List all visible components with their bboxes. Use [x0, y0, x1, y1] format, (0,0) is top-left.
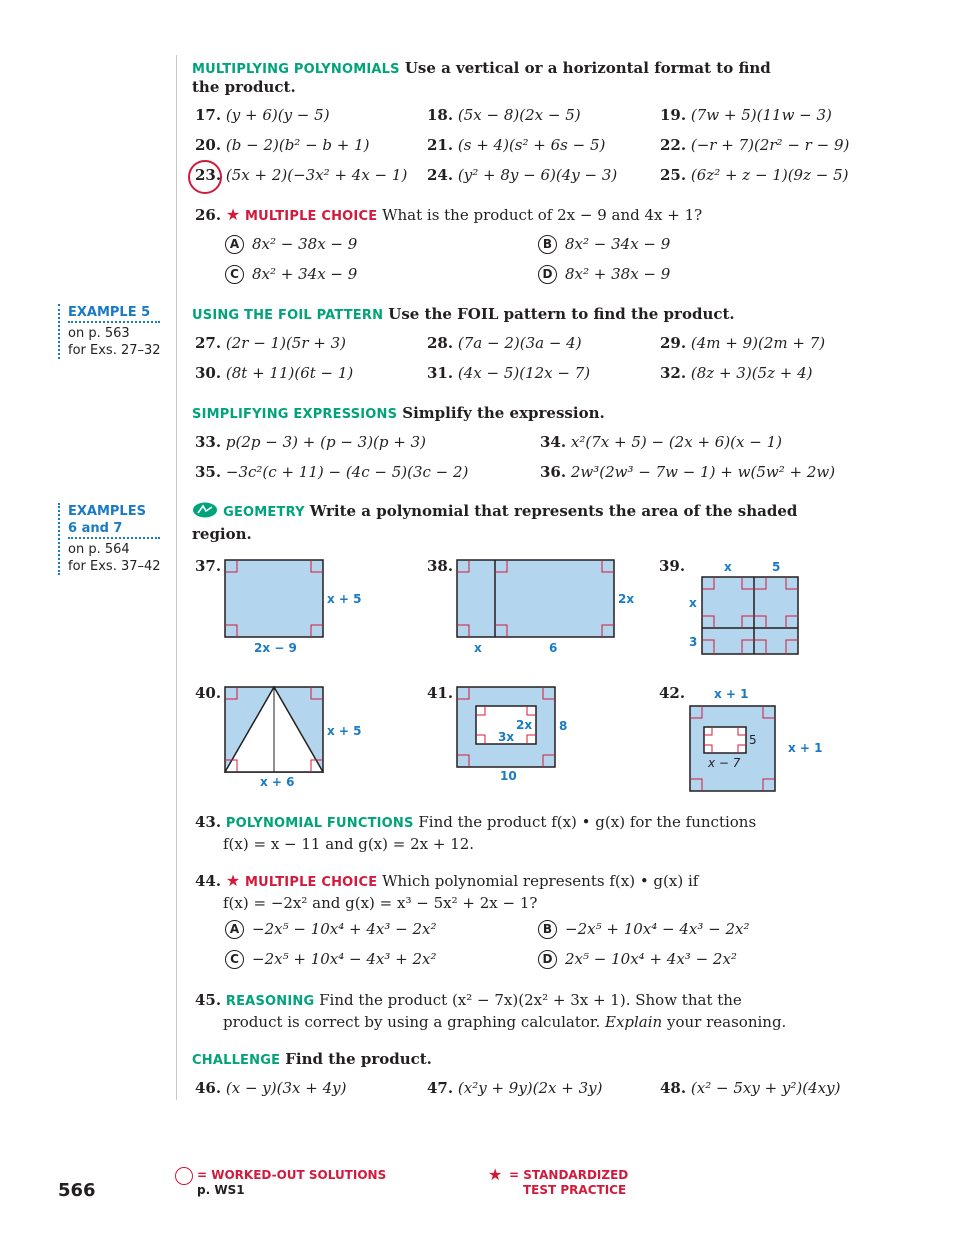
exercise-18: 18. (5x − 8)(2x − 5)	[427, 106, 581, 124]
exercise-22: 22. (−r + 7)(2r² − r − 9)	[660, 136, 850, 154]
exercise-34: 34. x²(7x + 5) − (2x + 6)(x − 1)	[540, 433, 782, 451]
figure-41	[452, 682, 582, 792]
figure-37-side-label: x + 5	[327, 592, 362, 606]
section-instruction-cont: region.	[192, 525, 252, 543]
section-heading: GEOMETRY	[223, 505, 305, 520]
exercise-44: 44. ★ MULTIPLE CHOICE Which polynomial represents f(x) • g(x) if f(x) = −2x² and g(x) = x³ − 5x² + 2x − 1?	[195, 871, 699, 912]
figure-38-bottom-label-1: x	[474, 641, 482, 655]
section-simplifying	[192, 403, 605, 422]
section-instruction: Use a vertical or a horizontal format to find	[404, 59, 771, 77]
choice-d[interactable]: D 8x² + 38x − 9	[538, 265, 670, 284]
choice-b[interactable]: B 8x² − 34x − 9	[538, 235, 670, 254]
figure-42-side-label: x + 1	[788, 741, 823, 755]
exercise-43: 43. POLYNOMIAL FUNCTIONS Find the product f(x) • g(x) for the functions f(x) = x − 11 and g(x) = 2x + 12.	[195, 813, 757, 853]
star-icon: ★	[225, 871, 241, 890]
section-instruction: Write a polynomial that represents the area of the shaded	[309, 502, 798, 520]
exercise-31: 31. (4x − 5)(12x − 7)	[427, 364, 591, 382]
example-reference-6-7: EXAMPLES 6 and 7 on p. 564 for Exs. 37–42	[58, 503, 161, 575]
section-challenge	[192, 1049, 432, 1068]
multiple-choice-label: MULTIPLE CHOICE	[245, 209, 378, 224]
exercise-17: 17. (y + 6)(y − 5)	[195, 106, 330, 124]
exercise-21: 21. (s + 4)(s² + 6s − 5)	[427, 136, 606, 154]
exercise-36: 36. 2w³(2w³ − 7w − 1) + w(5w² + 2w)	[540, 463, 836, 481]
figure-40-number: 40.	[195, 684, 222, 702]
figure-38-number: 38.	[427, 557, 454, 575]
worked-solutions-circle-icon	[175, 1167, 193, 1185]
figure-39-number: 39.	[659, 557, 686, 575]
figure-41-inner-label-1: 2x	[516, 718, 533, 732]
exercise-30: 30. (8t + 11)(6t − 1)	[195, 364, 354, 382]
page-number: 566	[58, 1180, 96, 1201]
question-text: What is the product of 2x − 9 and 4x + 1?	[382, 206, 703, 224]
multiple-choice-label: MULTIPLE CHOICE	[245, 875, 378, 890]
section-geometry	[192, 500, 812, 545]
section-instruction: Use the FOIL pattern to find the product.	[388, 305, 735, 323]
figure-38-bottom-label-2: 6	[549, 641, 558, 655]
figure-40	[220, 682, 380, 792]
worked-solutions-legend: = WORKED-OUT SOLUTIONS p. WS1	[197, 1168, 387, 1197]
exercise-20: 20. (b − 2)(b² − b + 1)	[195, 136, 370, 154]
exercise-26: 26. ★ MULTIPLE CHOICE What is the product of 2x − 9 and 4x + 1?	[195, 205, 703, 224]
figure-39-left-label-2: 3	[689, 635, 698, 649]
figure-37-number: 37.	[195, 557, 222, 575]
figure-40-side-label: x + 5	[327, 724, 362, 738]
exercise-19: 19. (7w + 5)(11w − 3)	[660, 106, 832, 124]
exercise-28: 28. (7a − 2)(3a − 4)	[427, 334, 582, 352]
figure-41-side-label: 8	[559, 719, 568, 733]
exercise-33: 33. p(2p − 3) + (p − 3)(p + 3)	[195, 433, 427, 451]
exercise-45: 45. REASONING Find the product (x² − 7x)(2x² + 3x + 1). Show that the product is correct by using a graphing calculator. Explain your reasoning.	[195, 991, 787, 1031]
test-practice-legend: = STANDARDIZED TEST PRACTICE	[509, 1168, 629, 1197]
section-instruction: Find the product.	[285, 1050, 432, 1068]
exercise-24: 24. (y² + 8y − 6)(4y − 3)	[427, 166, 618, 184]
exercise-29: 29. (4m + 9)(2m + 7)	[660, 334, 826, 352]
figure-42-inner-label-1: 5	[749, 733, 757, 747]
exercise-23: 23. (5x + 2)(−3x² + 4x − 1)	[195, 166, 408, 184]
choice-b[interactable]: B −2x⁵ + 10x⁴ − 4x³ − 2x²	[538, 920, 750, 939]
section-foil	[192, 304, 735, 323]
geometry-link-icon	[192, 502, 218, 518]
exercise-25: 25. (6z² + z − 1)(9z − 5)	[660, 166, 849, 184]
figure-39	[684, 555, 809, 660]
section-instruction: Simplify the expression.	[402, 404, 605, 422]
exercise-32: 32. (8z + 3)(5z + 4)	[660, 364, 813, 382]
polynomial-functions-label: POLYNOMIAL FUNCTIONS	[225, 816, 414, 831]
figure-42	[684, 682, 844, 797]
choice-a[interactable]: A 8x² − 38x − 9	[225, 235, 357, 254]
section-multiplying	[192, 58, 892, 96]
figure-40-bottom-label: x + 6	[260, 775, 295, 789]
exercise-35: 35. −3c²(c + 11) − (4c − 5)(3c − 2)	[195, 463, 469, 481]
exercise-47: 47. (x²y + 9y)(2x + 3y)	[427, 1079, 603, 1097]
star-icon: ★	[225, 205, 241, 224]
star-icon: ★	[488, 1165, 503, 1184]
figure-41-number: 41.	[427, 684, 454, 702]
exercise-46: 46. (x − y)(3x + 4y)	[195, 1079, 347, 1097]
figure-38	[452, 555, 642, 660]
example-reference-5: EXAMPLE 5 on p. 563 for Exs. 27–32	[58, 304, 161, 359]
section-heading: USING THE FOIL PATTERN	[192, 308, 384, 323]
figure-37	[220, 555, 380, 660]
figure-41-inner-label-2: 3x	[498, 730, 515, 744]
section-heading: MULTIPLYING POLYNOMIALS	[192, 62, 400, 77]
choice-c[interactable]: C 8x² + 34x − 9	[225, 265, 357, 284]
choice-d[interactable]: D 2x⁵ − 10x⁴ + 4x³ − 2x²	[538, 950, 737, 969]
figure-39-top-label-2: 5	[772, 560, 781, 574]
section-heading: CHALLENGE	[192, 1053, 281, 1068]
figure-38-side-label: 2x	[618, 592, 635, 606]
figure-37-bottom-label: 2x − 9	[254, 641, 297, 655]
figure-42-top-label: x + 1	[714, 687, 749, 701]
figure-41-bottom-label: 10	[500, 769, 517, 783]
figure-42-inner-label-2: x − 7	[708, 756, 741, 770]
section-instruction-cont: the product.	[192, 78, 296, 96]
reasoning-label: REASONING	[225, 994, 315, 1009]
exercise-27: 27. (2r − 1)(5r + 3)	[195, 334, 347, 352]
figure-39-top-label-1: x	[724, 560, 732, 574]
choice-a[interactable]: A −2x⁵ − 10x⁴ + 4x³ − 2x²	[225, 920, 437, 939]
margin-rule	[176, 55, 177, 1100]
exercise-48: 48. (x² − 5xy + y²)(4xy)	[660, 1079, 841, 1097]
figure-42-number: 42.	[659, 684, 686, 702]
figure-39-left-label-1: x	[689, 596, 697, 610]
section-heading: SIMPLIFYING EXPRESSIONS	[192, 407, 398, 422]
choice-c[interactable]: C −2x⁵ + 10x⁴ − 4x³ + 2x²	[225, 950, 437, 969]
